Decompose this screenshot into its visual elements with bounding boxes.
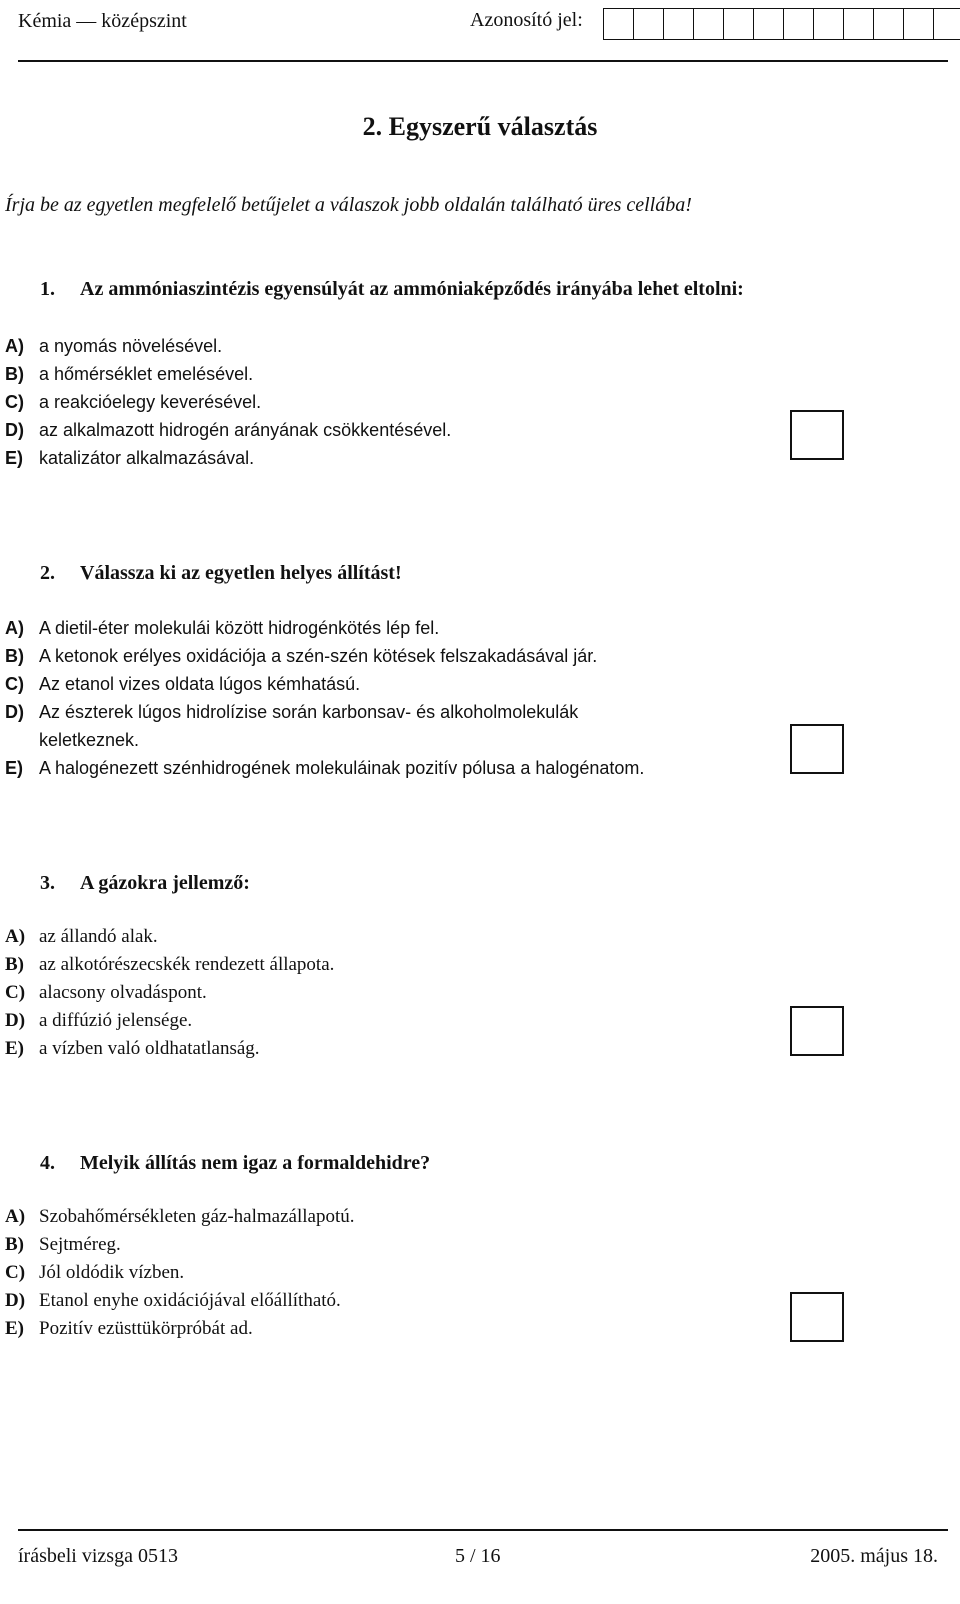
option-c (5, 674, 360, 696)
option-text: Jól oldódik vízben. (39, 1262, 185, 1283)
footer-divider (18, 1529, 948, 1531)
instructions: Írja be az egyetlen megfelelő betűjelet a válaszok jobb oldalán található üres cellába! (5, 194, 692, 216)
question-text: Az ammóniaszintézis egyensúlyát az ammóniaképződés irányába lehet eltolni: (80, 278, 744, 300)
option-letter: A) (5, 1206, 26, 1227)
question-stem (40, 278, 744, 301)
option-b (5, 364, 253, 386)
option-text: a reakcióelegy keverésével. (39, 392, 262, 412)
option-text: Az etanol vizes oldata lúgos kémhatású. (39, 674, 361, 694)
id-code-cell[interactable] (724, 9, 754, 39)
option-text: Szobahőmérsékleten gáz-halmazállapotú. (39, 1206, 355, 1227)
question-stem (40, 872, 250, 895)
option-text: A ketonok erélyes oxidációja a szén-szén kötések felszakadásával jár. (39, 646, 598, 666)
question-text: A gázokra jellemző: (80, 872, 250, 894)
option-a (5, 1206, 354, 1228)
header-divider (18, 60, 948, 62)
option-text-continuation: keletkeznek. (39, 730, 140, 750)
option-text: az alkotórészecskék rendezett állapota. (39, 954, 335, 975)
option-letter: B) (5, 646, 24, 666)
option-a (5, 618, 439, 640)
id-code-cell[interactable] (934, 9, 960, 39)
footer-exam-code: írásbeli vizsga 0513 (18, 1545, 178, 1567)
option-letter: D) (5, 420, 24, 440)
option-c (5, 392, 261, 414)
option-b (5, 646, 597, 668)
option-b (5, 954, 334, 976)
question-number: 4. (40, 1152, 55, 1174)
option-letter: E) (5, 1318, 24, 1339)
option-text: az alkalmazott hidrogén arányának csökkentésével. (39, 420, 452, 440)
id-code-boxes (603, 8, 960, 40)
id-code-cell[interactable] (754, 9, 784, 39)
option-text: Az észterek lúgos hidrolízise során karbonsav- és alkoholmolekulák (39, 702, 579, 722)
question-number: 1. (40, 278, 55, 300)
option-text: A halogénezett szénhidrogének molekuláinak pozitív pólusa a halogénatom. (39, 758, 645, 778)
option-text: alacsony olvadáspont. (39, 982, 207, 1003)
question-text: Melyik állítás nem igaz a formaldehidre? (80, 1152, 431, 1174)
id-code-cell[interactable] (604, 9, 634, 39)
option-letter: A) (5, 926, 26, 947)
option-a (5, 336, 222, 358)
option-e (5, 1038, 260, 1060)
option-text: a nyomás növelésével. (39, 336, 223, 356)
option-letter: D) (5, 1010, 26, 1031)
option-letter: A) (5, 336, 24, 356)
option-letter: C) (5, 982, 26, 1003)
option-letter: E) (5, 1038, 24, 1059)
option-letter: D) (5, 702, 24, 722)
option-c (5, 1262, 184, 1284)
id-code-cell[interactable] (874, 9, 904, 39)
question-stem (40, 1152, 430, 1175)
question-stem (40, 562, 402, 585)
id-code-cell[interactable] (904, 9, 934, 39)
option-text: A dietil-éter molekulái között hidrogénkötés lép fel. (39, 618, 440, 638)
option-text: a hőmérséklet emelésével. (39, 364, 254, 384)
id-code-cell[interactable] (814, 9, 844, 39)
option-letter: C) (5, 674, 24, 694)
answer-box-4[interactable] (790, 1292, 844, 1342)
header-id-label: Azonosító jel: (470, 9, 583, 31)
option-text: Etanol enyhe oxidációjával előállítható. (39, 1290, 341, 1311)
question-number: 2. (40, 562, 55, 584)
id-code-cell[interactable] (844, 9, 874, 39)
question-number: 3. (40, 872, 55, 894)
id-code-cell[interactable] (664, 9, 694, 39)
option-d (5, 1290, 341, 1312)
id-code-cell[interactable] (694, 9, 724, 39)
option-d (5, 1010, 192, 1032)
footer-date: 2005. május 18. (810, 1545, 938, 1567)
option-letter: B) (5, 364, 24, 384)
option-d (5, 702, 578, 724)
option-text: Sejtméreg. (39, 1234, 121, 1255)
page-header (18, 8, 958, 42)
answer-box-3[interactable] (790, 1006, 844, 1056)
id-code-cell[interactable] (634, 9, 664, 39)
option-d (5, 420, 451, 442)
option-letter: A) (5, 618, 24, 638)
option-e (5, 758, 644, 780)
option-letter: E) (5, 758, 23, 778)
option-e (5, 448, 254, 470)
option-letter: B) (5, 1234, 24, 1255)
option-letter: C) (5, 392, 24, 412)
answer-box-1[interactable] (790, 410, 844, 460)
option-a (5, 926, 158, 948)
option-text: az állandó alak. (39, 926, 158, 947)
option-letter: D) (5, 1290, 26, 1311)
option-letter: E) (5, 448, 23, 468)
option-b (5, 1234, 121, 1256)
option-c (5, 982, 207, 1004)
id-code-cell[interactable] (784, 9, 814, 39)
option-letter: C) (5, 1262, 26, 1283)
answer-box-2[interactable] (790, 724, 844, 774)
section-title: 2. Egyszerű választás (362, 112, 598, 141)
option-letter: B) (5, 954, 24, 975)
footer-page-number: 5 / 16 (455, 1545, 501, 1567)
option-text: a diffúzió jelensége. (39, 1010, 193, 1031)
option-text: katalizátor alkalmazásával. (39, 448, 255, 468)
header-subject: Kémia — középszint (18, 10, 187, 32)
option-e (5, 1318, 253, 1340)
question-text: Válassza ki az egyetlen helyes állítást! (80, 562, 402, 584)
option-text: Pozitív ezüsttükörpróbát ad. (39, 1318, 253, 1339)
option-text: a vízben való oldhatatlanság. (39, 1038, 260, 1059)
